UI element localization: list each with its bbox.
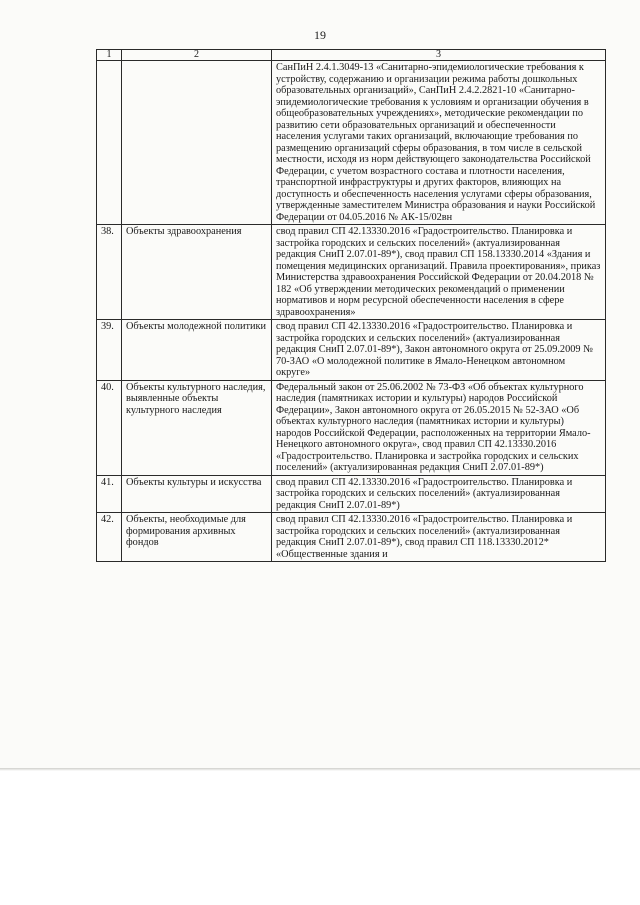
norm-text: свод правил СП 42.13330.2016 «Градостроительство. Планировка и застройка городских и сельских поселений» (актуализированная редакция СниП 2.07.01-89*), свод правил СП 158.13330.2014 «Здания и помещения медицинских организаций. Правила проектирования», приказ Министерства здравоохранения Российской Федерации от 20.04.2018 № 182 «Об утверждении методических рекомендаций о применении нормативов и норм ресурсной обеспеченности населения в сфере здравоохранения»: [272, 225, 606, 320]
norms-table: [96, 49, 606, 562]
norm-text: свод правил СП 42.13330.2016 «Градостроительство. Планировка и застройка городских и сельских поселений» (актуализированная редакция СниП 2.07.01-89*): [272, 475, 606, 513]
table-row: [97, 380, 606, 475]
table-row: [97, 475, 606, 513]
norm-text: Федеральный закон от 25.06.2002 № 73-ФЗ «Об объектах культурного наследия (памятниках истории и культуры) народов Российской Федерации», Закон автономного округа от 26.05.2015 № 52-ЗАО «Об объектах культурного наследия (памятниках истории и культуры) народов Российской Федерации, расположенных на территории Ямало-Ненецкого автономного округа», свод правил СП 42.13330.2016 «Градостроительство. Планировка и застройка городских и сельских поселений» (актуализированная редакция СниП 2.07.01-89*): [272, 380, 606, 475]
table-row: [97, 225, 606, 320]
row-number: [97, 61, 122, 225]
object-name: Объекты молодежной политики: [122, 320, 272, 381]
row-number: 41.: [97, 475, 122, 513]
header-col-object: 2: [122, 50, 272, 61]
page-edge-shadow: [0, 768, 640, 771]
object-name: [122, 61, 272, 225]
table-header-row: [97, 50, 606, 61]
row-number: 38.: [97, 225, 122, 320]
norm-text: свод правил СП 42.13330.2016 «Градостроительство. Планировка и застройка городских и сельских поселений» (актуализированная редакция СниП 2.07.01-89*), Закон автономного округа от 25.09.2009 № 70-ЗАО «О молодежной политике в Ямало-Ненецком автономном округе»: [272, 320, 606, 381]
row-number: 39.: [97, 320, 122, 381]
table-row: [97, 320, 606, 381]
table-row: [97, 513, 606, 562]
header-col-norms: 3: [272, 50, 606, 61]
row-number: 40.: [97, 380, 122, 475]
header-col-number: 1: [97, 50, 122, 61]
page-number: 19: [314, 28, 326, 42]
object-name: Объекты здравоохранения: [122, 225, 272, 320]
object-name: Объекты культурного наследия, выявленные объекты культурного наследия: [122, 380, 272, 475]
object-name: Объекты, необходимые для формирования архивных фондов: [122, 513, 272, 562]
norm-text: свод правил СП 42.13330.2016 «Градостроительство. Планировка и застройка городских и сельских поселений» (актуализированная редакция СниП 2.07.01-89*), свод правил СП 118.13330.2012* «Общественные здания и: [272, 513, 606, 562]
row-number: 42.: [97, 513, 122, 562]
norm-text: СанПиН 2.4.1.3049-13 «Санитарно-эпидемиологические требования к устройству, содержанию и организации режима работы дошкольных образовательных организаций», СанПиН 2.4.2.2821-10 «Санитарно-эпидемиологические требования к условиям и организации обучения в общеобразовательных учреждениях», методические рекомендации по развитию сети образовательных организаций и обеспеченности населения услугами таких организаций, включающие требования по размещению организаций сферы образования, в том числе в сельской местности, исходя из норм действующего законодательства Российской Федерации, с учетом возрастного состава и плотности населения, транспортной инфраструктуры и других факторов, влияющих на доступность и обеспеченность населения услугами сферы образования, утвержденные заместителем Министра образования и науки Российской Федерации от 04.05.2016 № АК-15/02вн: [272, 61, 606, 225]
object-name: Объекты культуры и искусства: [122, 475, 272, 513]
table-row: [97, 61, 606, 225]
